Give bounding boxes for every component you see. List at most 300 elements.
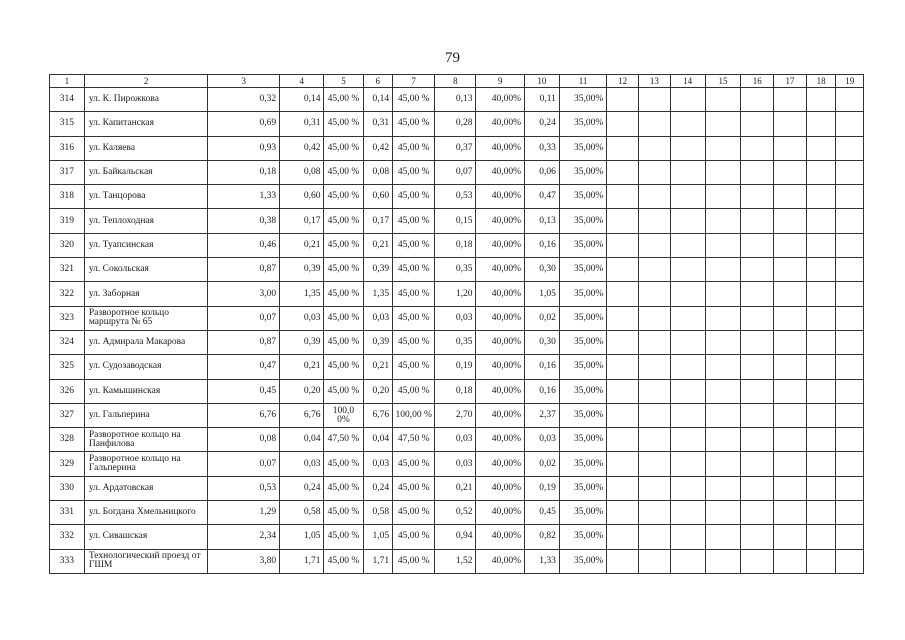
percent-col-5-cell: 45,00 % <box>324 258 363 282</box>
empty-cell <box>607 282 639 306</box>
data-table <box>49 74 864 574</box>
empty-cell <box>774 330 807 354</box>
empty-cell <box>705 185 741 209</box>
empty-cell <box>705 330 741 354</box>
empty-cell <box>806 306 836 330</box>
value-col-4-cell: 0,39 <box>280 258 324 282</box>
empty-cell <box>774 476 807 500</box>
row-number-cell: 317 <box>50 160 85 184</box>
column-number-header: 1 <box>50 75 85 88</box>
table-row <box>50 525 864 549</box>
percent-col-9-cell: 40,00% <box>476 403 525 427</box>
empty-cell <box>806 112 836 136</box>
empty-cell <box>639 136 671 160</box>
value-col-4-cell: 0,03 <box>280 452 324 476</box>
value-col-10-cell: 0,47 <box>525 185 560 209</box>
percent-col-9-cell: 40,00% <box>476 452 525 476</box>
empty-cell <box>836 258 864 282</box>
street-name-cell: ул. Сокольская <box>84 258 208 282</box>
value-col-10-cell: 2,37 <box>525 403 560 427</box>
empty-cell <box>806 355 836 379</box>
empty-cell <box>607 525 639 549</box>
value-col-3-cell: 3,80 <box>208 549 280 573</box>
value-col-8-cell: 0,28 <box>435 112 476 136</box>
percent-col-11-cell: 35,00% <box>559 452 607 476</box>
percent-col-11-cell: 35,00% <box>559 233 607 257</box>
empty-cell <box>639 88 671 112</box>
empty-cell <box>705 549 741 573</box>
empty-cell <box>639 330 671 354</box>
empty-cell <box>806 160 836 184</box>
percent-col-11-cell: 35,00% <box>559 112 607 136</box>
empty-cell <box>774 501 807 525</box>
value-col-4-cell: 0,03 <box>280 306 324 330</box>
value-col-4-cell: 0,21 <box>280 355 324 379</box>
table-row <box>50 88 864 112</box>
percent-col-5-cell: 45,00 % <box>324 282 363 306</box>
empty-cell <box>670 88 705 112</box>
value-col-8-cell: 0,19 <box>435 355 476 379</box>
empty-cell <box>705 258 741 282</box>
column-number-header: 4 <box>280 75 324 88</box>
value-col-10-cell: 0,16 <box>525 233 560 257</box>
row-number-cell: 328 <box>50 428 85 452</box>
column-number-header: 11 <box>559 75 607 88</box>
value-col-3-cell: 0,53 <box>208 476 280 500</box>
percent-col-11-cell: 35,00% <box>559 330 607 354</box>
row-number-cell: 333 <box>50 549 85 573</box>
row-number-cell: 320 <box>50 233 85 257</box>
percent-col-7-cell: 45,00 % <box>393 525 435 549</box>
percent-col-9-cell: 40,00% <box>476 209 525 233</box>
row-number-cell: 322 <box>50 282 85 306</box>
percent-col-11-cell: 35,00% <box>559 355 607 379</box>
empty-cell <box>774 355 807 379</box>
percent-col-7-cell: 45,00 % <box>393 355 435 379</box>
empty-cell <box>806 330 836 354</box>
value-col-3-cell: 0,07 <box>208 452 280 476</box>
table-row <box>50 306 864 330</box>
value-col-4-cell: 1,35 <box>280 282 324 306</box>
empty-cell <box>806 452 836 476</box>
column-number-header: 14 <box>670 75 705 88</box>
value-col-6-cell: 1,71 <box>363 549 393 573</box>
value-col-4-cell: 0,24 <box>280 476 324 500</box>
percent-col-5-cell: 45,00 % <box>324 549 363 573</box>
empty-cell <box>670 306 705 330</box>
percent-col-5-cell: 45,00 % <box>324 452 363 476</box>
empty-cell <box>607 112 639 136</box>
value-col-4-cell: 0,58 <box>280 501 324 525</box>
empty-cell <box>836 330 864 354</box>
empty-cell <box>670 185 705 209</box>
empty-cell <box>774 282 807 306</box>
value-col-6-cell: 0,39 <box>363 258 393 282</box>
percent-col-9-cell: 40,00% <box>476 379 525 403</box>
empty-cell <box>836 233 864 257</box>
column-number-header: 17 <box>774 75 807 88</box>
empty-cell <box>806 549 836 573</box>
value-col-8-cell: 0,35 <box>435 330 476 354</box>
row-number-cell: 324 <box>50 330 85 354</box>
percent-col-7-cell: 45,00 % <box>393 209 435 233</box>
empty-cell <box>639 209 671 233</box>
empty-cell <box>741 428 774 452</box>
empty-cell <box>741 403 774 427</box>
empty-cell <box>774 209 807 233</box>
value-col-3-cell: 0,46 <box>208 233 280 257</box>
percent-col-7-cell: 45,00 % <box>393 136 435 160</box>
value-col-4-cell: 0,60 <box>280 185 324 209</box>
empty-cell <box>806 185 836 209</box>
percent-col-7-cell: 45,00 % <box>393 476 435 500</box>
empty-cell <box>806 209 836 233</box>
column-number-header: 5 <box>324 75 363 88</box>
percent-col-7-cell: 100,00 % <box>393 403 435 427</box>
street-name-cell: ул. Судозаводская <box>84 355 208 379</box>
empty-cell <box>836 209 864 233</box>
value-col-10-cell: 1,33 <box>525 549 560 573</box>
empty-cell <box>836 185 864 209</box>
empty-cell <box>639 501 671 525</box>
percent-col-7-cell: 45,00 % <box>393 282 435 306</box>
column-number-header: 9 <box>476 75 525 88</box>
percent-col-9-cell: 40,00% <box>476 136 525 160</box>
row-number-cell: 315 <box>50 112 85 136</box>
percent-col-7-cell: 45,00 % <box>393 549 435 573</box>
value-col-6-cell: 0,58 <box>363 501 393 525</box>
value-col-8-cell: 0,37 <box>435 136 476 160</box>
value-col-4-cell: 0,14 <box>280 88 324 112</box>
empty-cell <box>741 452 774 476</box>
percent-col-11-cell: 35,00% <box>559 379 607 403</box>
value-col-8-cell: 1,52 <box>435 549 476 573</box>
empty-cell <box>741 306 774 330</box>
value-col-3-cell: 0,69 <box>208 112 280 136</box>
value-col-3-cell: 0,08 <box>208 428 280 452</box>
empty-cell <box>607 501 639 525</box>
table-row <box>50 209 864 233</box>
empty-cell <box>705 428 741 452</box>
value-col-10-cell: 0,19 <box>525 476 560 500</box>
empty-cell <box>836 136 864 160</box>
empty-cell <box>836 501 864 525</box>
empty-cell <box>836 379 864 403</box>
empty-cell <box>670 379 705 403</box>
empty-cell <box>705 476 741 500</box>
empty-cell <box>705 112 741 136</box>
value-col-8-cell: 0,18 <box>435 233 476 257</box>
percent-col-9-cell: 40,00% <box>476 306 525 330</box>
empty-cell <box>607 428 639 452</box>
percent-col-9-cell: 40,00% <box>476 282 525 306</box>
empty-cell <box>607 233 639 257</box>
value-col-10-cell: 0,30 <box>525 258 560 282</box>
value-col-4-cell: 0,39 <box>280 330 324 354</box>
percent-col-5-cell: 45,00 % <box>324 355 363 379</box>
empty-cell <box>607 476 639 500</box>
percent-col-11-cell: 35,00% <box>559 306 607 330</box>
empty-cell <box>741 525 774 549</box>
value-col-3-cell: 3,00 <box>208 282 280 306</box>
empty-cell <box>705 136 741 160</box>
empty-cell <box>705 282 741 306</box>
empty-cell <box>670 403 705 427</box>
column-number-header: 3 <box>208 75 280 88</box>
percent-col-11-cell: 35,00% <box>559 525 607 549</box>
percent-col-7-cell: 45,00 % <box>393 233 435 257</box>
row-number-cell: 321 <box>50 258 85 282</box>
empty-cell <box>741 330 774 354</box>
header-row <box>50 75 864 88</box>
empty-cell <box>806 379 836 403</box>
value-col-10-cell: 0,13 <box>525 209 560 233</box>
empty-cell <box>741 160 774 184</box>
value-col-8-cell: 0,52 <box>435 501 476 525</box>
table-row <box>50 258 864 282</box>
empty-cell <box>806 525 836 549</box>
value-col-3-cell: 0,93 <box>208 136 280 160</box>
empty-cell <box>836 428 864 452</box>
value-col-4-cell: 0,20 <box>280 379 324 403</box>
percent-col-5-cell: 45,00 % <box>324 136 363 160</box>
empty-cell <box>670 258 705 282</box>
table-row <box>50 476 864 500</box>
value-col-8-cell: 0,53 <box>435 185 476 209</box>
value-col-8-cell: 0,94 <box>435 525 476 549</box>
empty-cell <box>806 233 836 257</box>
empty-cell <box>639 403 671 427</box>
empty-cell <box>670 549 705 573</box>
percent-col-11-cell: 35,00% <box>559 185 607 209</box>
empty-cell <box>836 525 864 549</box>
empty-cell <box>639 428 671 452</box>
column-number-header: 6 <box>363 75 393 88</box>
empty-cell <box>705 233 741 257</box>
column-number-header: 7 <box>393 75 435 88</box>
percent-col-5-cell: 47,50 % <box>324 428 363 452</box>
empty-cell <box>741 136 774 160</box>
value-col-4-cell: 0,08 <box>280 160 324 184</box>
empty-cell <box>670 501 705 525</box>
value-col-6-cell: 0,03 <box>363 452 393 476</box>
percent-col-9-cell: 40,00% <box>476 160 525 184</box>
empty-cell <box>639 355 671 379</box>
empty-cell <box>836 160 864 184</box>
table-row <box>50 452 864 476</box>
percent-col-11-cell: 35,00% <box>559 88 607 112</box>
column-number-header: 15 <box>705 75 741 88</box>
table-row <box>50 160 864 184</box>
empty-cell <box>670 330 705 354</box>
value-col-8-cell: 0,07 <box>435 160 476 184</box>
percent-col-11-cell: 35,00% <box>559 209 607 233</box>
empty-cell <box>705 501 741 525</box>
empty-cell <box>607 452 639 476</box>
percent-col-5-cell: 45,00 % <box>324 160 363 184</box>
street-name-cell: ул. Байкальская <box>84 160 208 184</box>
empty-cell <box>741 549 774 573</box>
percent-col-5-cell: 45,00 % <box>324 233 363 257</box>
empty-cell <box>639 379 671 403</box>
empty-cell <box>670 112 705 136</box>
empty-cell <box>774 428 807 452</box>
street-name-cell: ул. Адмирала Макарова <box>84 330 208 354</box>
value-col-8-cell: 0,35 <box>435 258 476 282</box>
row-number-cell: 331 <box>50 501 85 525</box>
empty-cell <box>774 379 807 403</box>
column-number-header: 13 <box>639 75 671 88</box>
percent-col-7-cell: 45,00 % <box>393 258 435 282</box>
street-name-cell: ул. Танцорова <box>84 185 208 209</box>
value-col-6-cell: 0,39 <box>363 330 393 354</box>
table-row <box>50 428 864 452</box>
percent-col-7-cell: 45,00 % <box>393 379 435 403</box>
empty-cell <box>607 88 639 112</box>
value-col-6-cell: 1,35 <box>363 282 393 306</box>
value-col-10-cell: 0,11 <box>525 88 560 112</box>
percent-col-7-cell: 45,00 % <box>393 160 435 184</box>
empty-cell <box>774 160 807 184</box>
value-col-4-cell: 6,76 <box>280 403 324 427</box>
empty-cell <box>670 209 705 233</box>
percent-col-11-cell: 35,00% <box>559 282 607 306</box>
value-col-10-cell: 0,82 <box>525 525 560 549</box>
value-col-6-cell: 0,31 <box>363 112 393 136</box>
empty-cell <box>607 403 639 427</box>
empty-cell <box>670 476 705 500</box>
empty-cell <box>639 112 671 136</box>
value-col-3-cell: 1,29 <box>208 501 280 525</box>
percent-col-9-cell: 40,00% <box>476 549 525 573</box>
percent-col-7-cell: 45,00 % <box>393 306 435 330</box>
empty-cell <box>774 185 807 209</box>
percent-col-9-cell: 40,00% <box>476 233 525 257</box>
table-row <box>50 185 864 209</box>
empty-cell <box>607 258 639 282</box>
percent-col-9-cell: 40,00% <box>476 258 525 282</box>
percent-col-5-cell: 45,00 % <box>324 330 363 354</box>
street-name-cell: ул. Камышинская <box>84 379 208 403</box>
street-name-cell: ул. Капитанская <box>84 112 208 136</box>
value-col-10-cell: 0,03 <box>525 428 560 452</box>
empty-cell <box>774 306 807 330</box>
row-number-cell: 316 <box>50 136 85 160</box>
empty-cell <box>607 330 639 354</box>
value-col-6-cell: 0,21 <box>363 355 393 379</box>
empty-cell <box>836 112 864 136</box>
value-col-3-cell: 2,34 <box>208 525 280 549</box>
empty-cell <box>806 476 836 500</box>
percent-col-11-cell: 35,00% <box>559 501 607 525</box>
percent-col-7-cell: 45,00 % <box>393 452 435 476</box>
street-name-cell: Разворотное кольцо маршрута № 65 <box>84 306 208 330</box>
empty-cell <box>774 403 807 427</box>
empty-cell <box>774 525 807 549</box>
value-col-8-cell: 0,03 <box>435 306 476 330</box>
street-name-cell: Технологический проезд от ГШМ <box>84 549 208 573</box>
percent-col-5-cell: 45,00 % <box>324 501 363 525</box>
percent-col-5-cell: 45,00 % <box>324 525 363 549</box>
table-row <box>50 549 864 573</box>
empty-cell <box>705 525 741 549</box>
value-col-8-cell: 0,18 <box>435 379 476 403</box>
row-number-cell: 319 <box>50 209 85 233</box>
empty-cell <box>836 306 864 330</box>
column-number-header: 2 <box>84 75 208 88</box>
table-row <box>50 136 864 160</box>
value-col-4-cell: 1,71 <box>280 549 324 573</box>
row-number-cell: 332 <box>50 525 85 549</box>
table-row <box>50 379 864 403</box>
value-col-10-cell: 0,02 <box>525 306 560 330</box>
empty-cell <box>639 452 671 476</box>
empty-cell <box>741 209 774 233</box>
empty-cell <box>836 282 864 306</box>
empty-cell <box>639 549 671 573</box>
empty-cell <box>774 88 807 112</box>
value-col-3-cell: 0,47 <box>208 355 280 379</box>
table-row <box>50 355 864 379</box>
value-col-4-cell: 0,17 <box>280 209 324 233</box>
percent-col-11-cell: 35,00% <box>559 258 607 282</box>
empty-cell <box>774 112 807 136</box>
percent-col-7-cell: 45,00 % <box>393 330 435 354</box>
empty-cell <box>607 136 639 160</box>
value-col-10-cell: 0,30 <box>525 330 560 354</box>
value-col-8-cell: 2,70 <box>435 403 476 427</box>
value-col-4-cell: 0,04 <box>280 428 324 452</box>
percent-col-5-cell: 45,00 % <box>324 379 363 403</box>
empty-cell <box>639 233 671 257</box>
value-col-8-cell: 0,13 <box>435 88 476 112</box>
row-number-cell: 329 <box>50 452 85 476</box>
street-name-cell: Разворотное кольцо на Панфилова <box>84 428 208 452</box>
column-number-header: 16 <box>741 75 774 88</box>
value-col-6-cell: 0,17 <box>363 209 393 233</box>
row-number-cell: 327 <box>50 403 85 427</box>
value-col-6-cell: 0,21 <box>363 233 393 257</box>
percent-col-9-cell: 40,00% <box>476 112 525 136</box>
percent-col-5-cell: 100,0 0% <box>324 403 363 427</box>
table-row <box>50 233 864 257</box>
column-number-header: 10 <box>525 75 560 88</box>
table-row <box>50 282 864 306</box>
percent-col-9-cell: 40,00% <box>476 501 525 525</box>
value-col-10-cell: 0,02 <box>525 452 560 476</box>
table-row <box>50 403 864 427</box>
value-col-3-cell: 0,38 <box>208 209 280 233</box>
percent-col-11-cell: 35,00% <box>559 136 607 160</box>
value-col-10-cell: 0,45 <box>525 501 560 525</box>
empty-cell <box>741 379 774 403</box>
table-row <box>50 330 864 354</box>
empty-cell <box>741 501 774 525</box>
value-col-3-cell: 6,76 <box>208 403 280 427</box>
percent-col-9-cell: 40,00% <box>476 88 525 112</box>
empty-cell <box>607 355 639 379</box>
empty-cell <box>670 525 705 549</box>
empty-cell <box>670 233 705 257</box>
row-number-cell: 314 <box>50 88 85 112</box>
value-col-8-cell: 1,20 <box>435 282 476 306</box>
empty-cell <box>806 428 836 452</box>
value-col-3-cell: 0,32 <box>208 88 280 112</box>
column-number-header: 12 <box>607 75 639 88</box>
empty-cell <box>639 282 671 306</box>
empty-cell <box>705 452 741 476</box>
street-name-cell: Разворотное кольцо на Гальперина <box>84 452 208 476</box>
